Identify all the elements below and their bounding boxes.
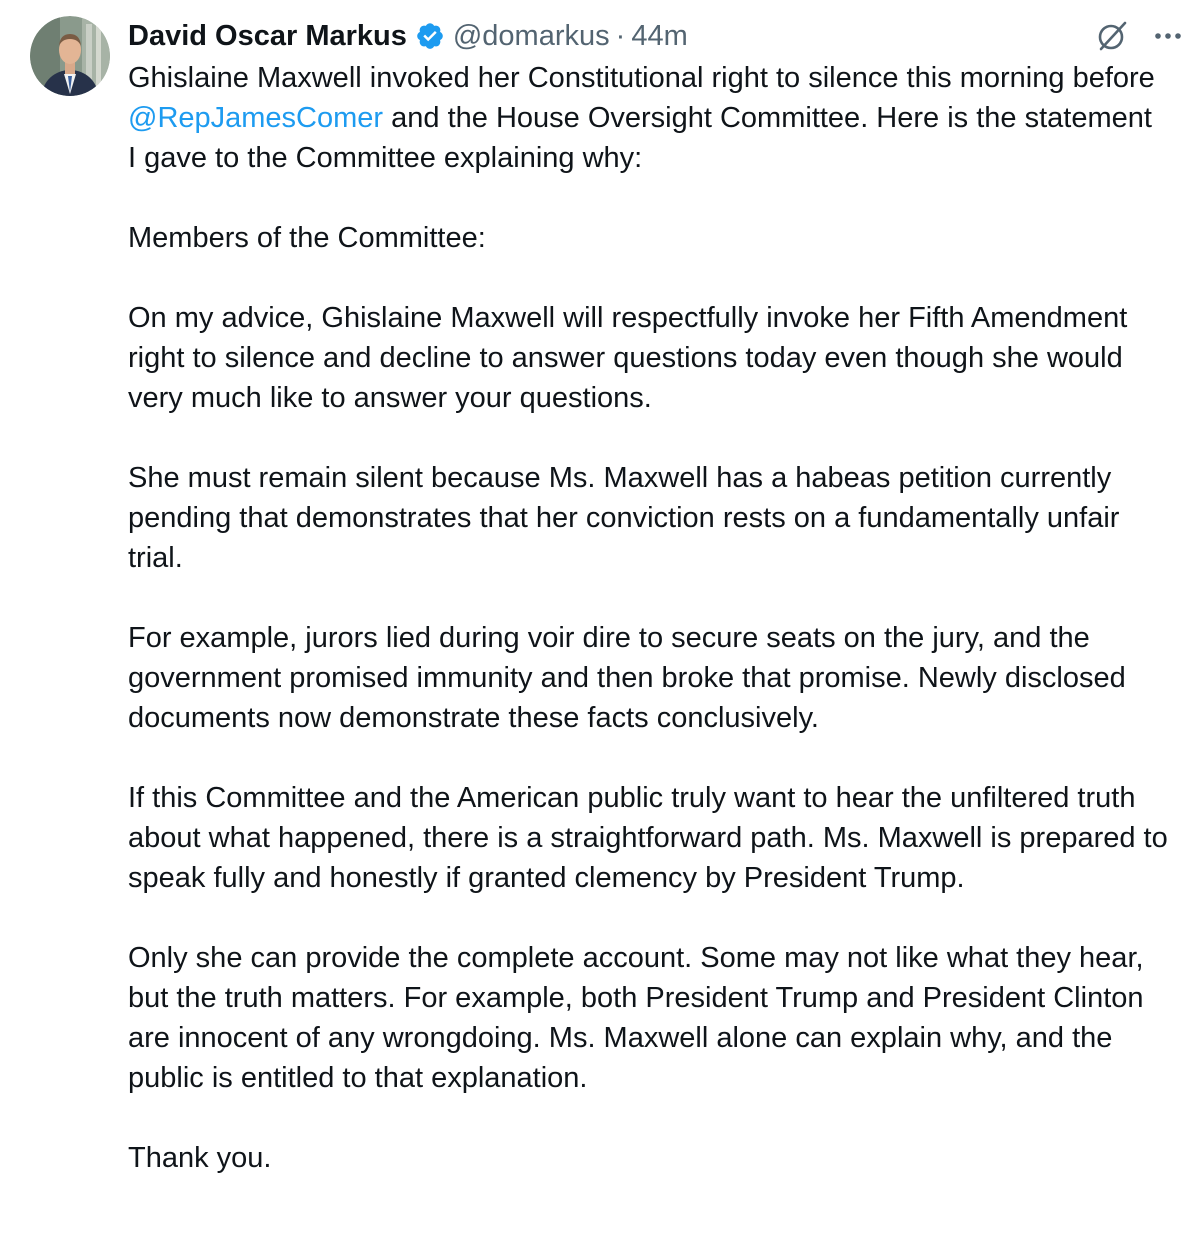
author-handle[interactable]: @domarkus: [452, 20, 610, 52]
grok-icon[interactable]: [1094, 18, 1130, 54]
tweet-paragraph: Members of the Committee:: [128, 222, 486, 254]
more-horizontal-icon[interactable]: [1150, 18, 1186, 54]
tweet-paragraph: She must remain silent because Ms. Maxwell has a habeas petition currently pending that demonstrates that her conviction rests on a fundamentally unfair trial.: [128, 462, 1120, 574]
intro-text-before: Ghislaine Maxwell invoked her Constitutional right to silence this morning before: [128, 62, 1155, 94]
avatar[interactable]: [30, 16, 110, 96]
person-photo-avatar-icon: [30, 16, 110, 96]
tweet-paragraph: For example, jurors lied during voir dire to secure seats on the jury, and the government promised immunity and then broke that promise. Newly disclosed documents now demonstrate these facts conclusively.: [128, 622, 1126, 734]
timestamp[interactable]: 44m: [631, 20, 688, 52]
tweet-content: [128, 14, 1168, 1178]
tweet-paragraph: If this Committee and the American public truly want to hear the unfiltered truth about what happened, there is a straightforward path. Ms. Maxwell is prepared to speak fully and honestly if granted clemency by President Trump.: [128, 782, 1168, 894]
tweet-header-actions: [1094, 18, 1186, 54]
tweet-header: [128, 14, 1168, 58]
tweet-paragraph: On my advice, Ghislaine Maxwell will respectfully invoke her Fifth Amendment right to silence and decline to answer questions today even though she would very much like to answer your questions.: [128, 302, 1128, 414]
verified-badge-icon[interactable]: [415, 21, 445, 51]
mention-link[interactable]: @RepJamesComer: [128, 102, 384, 134]
tweet-paragraph: Thank you.: [128, 1142, 272, 1174]
separator-dot: ·: [615, 20, 626, 52]
tweet-text: [128, 58, 1168, 1178]
tweet-paragraph: Only she can provide the complete account. Some may not like what they hear, but the truth matters. For example, both President Trump and President Clinton are innocent of any wrongdoing. Ms. Maxwell alone can explain why, and the public is entitled to that explanation.: [128, 942, 1144, 1094]
author-display-name[interactable]: David Oscar Markus: [128, 20, 407, 52]
tweet-paragraph: [128, 58, 1168, 178]
intro-text-after: and the House Oversight Committee. Here is the statement I gave to the Committee explaining why:: [128, 102, 1152, 174]
